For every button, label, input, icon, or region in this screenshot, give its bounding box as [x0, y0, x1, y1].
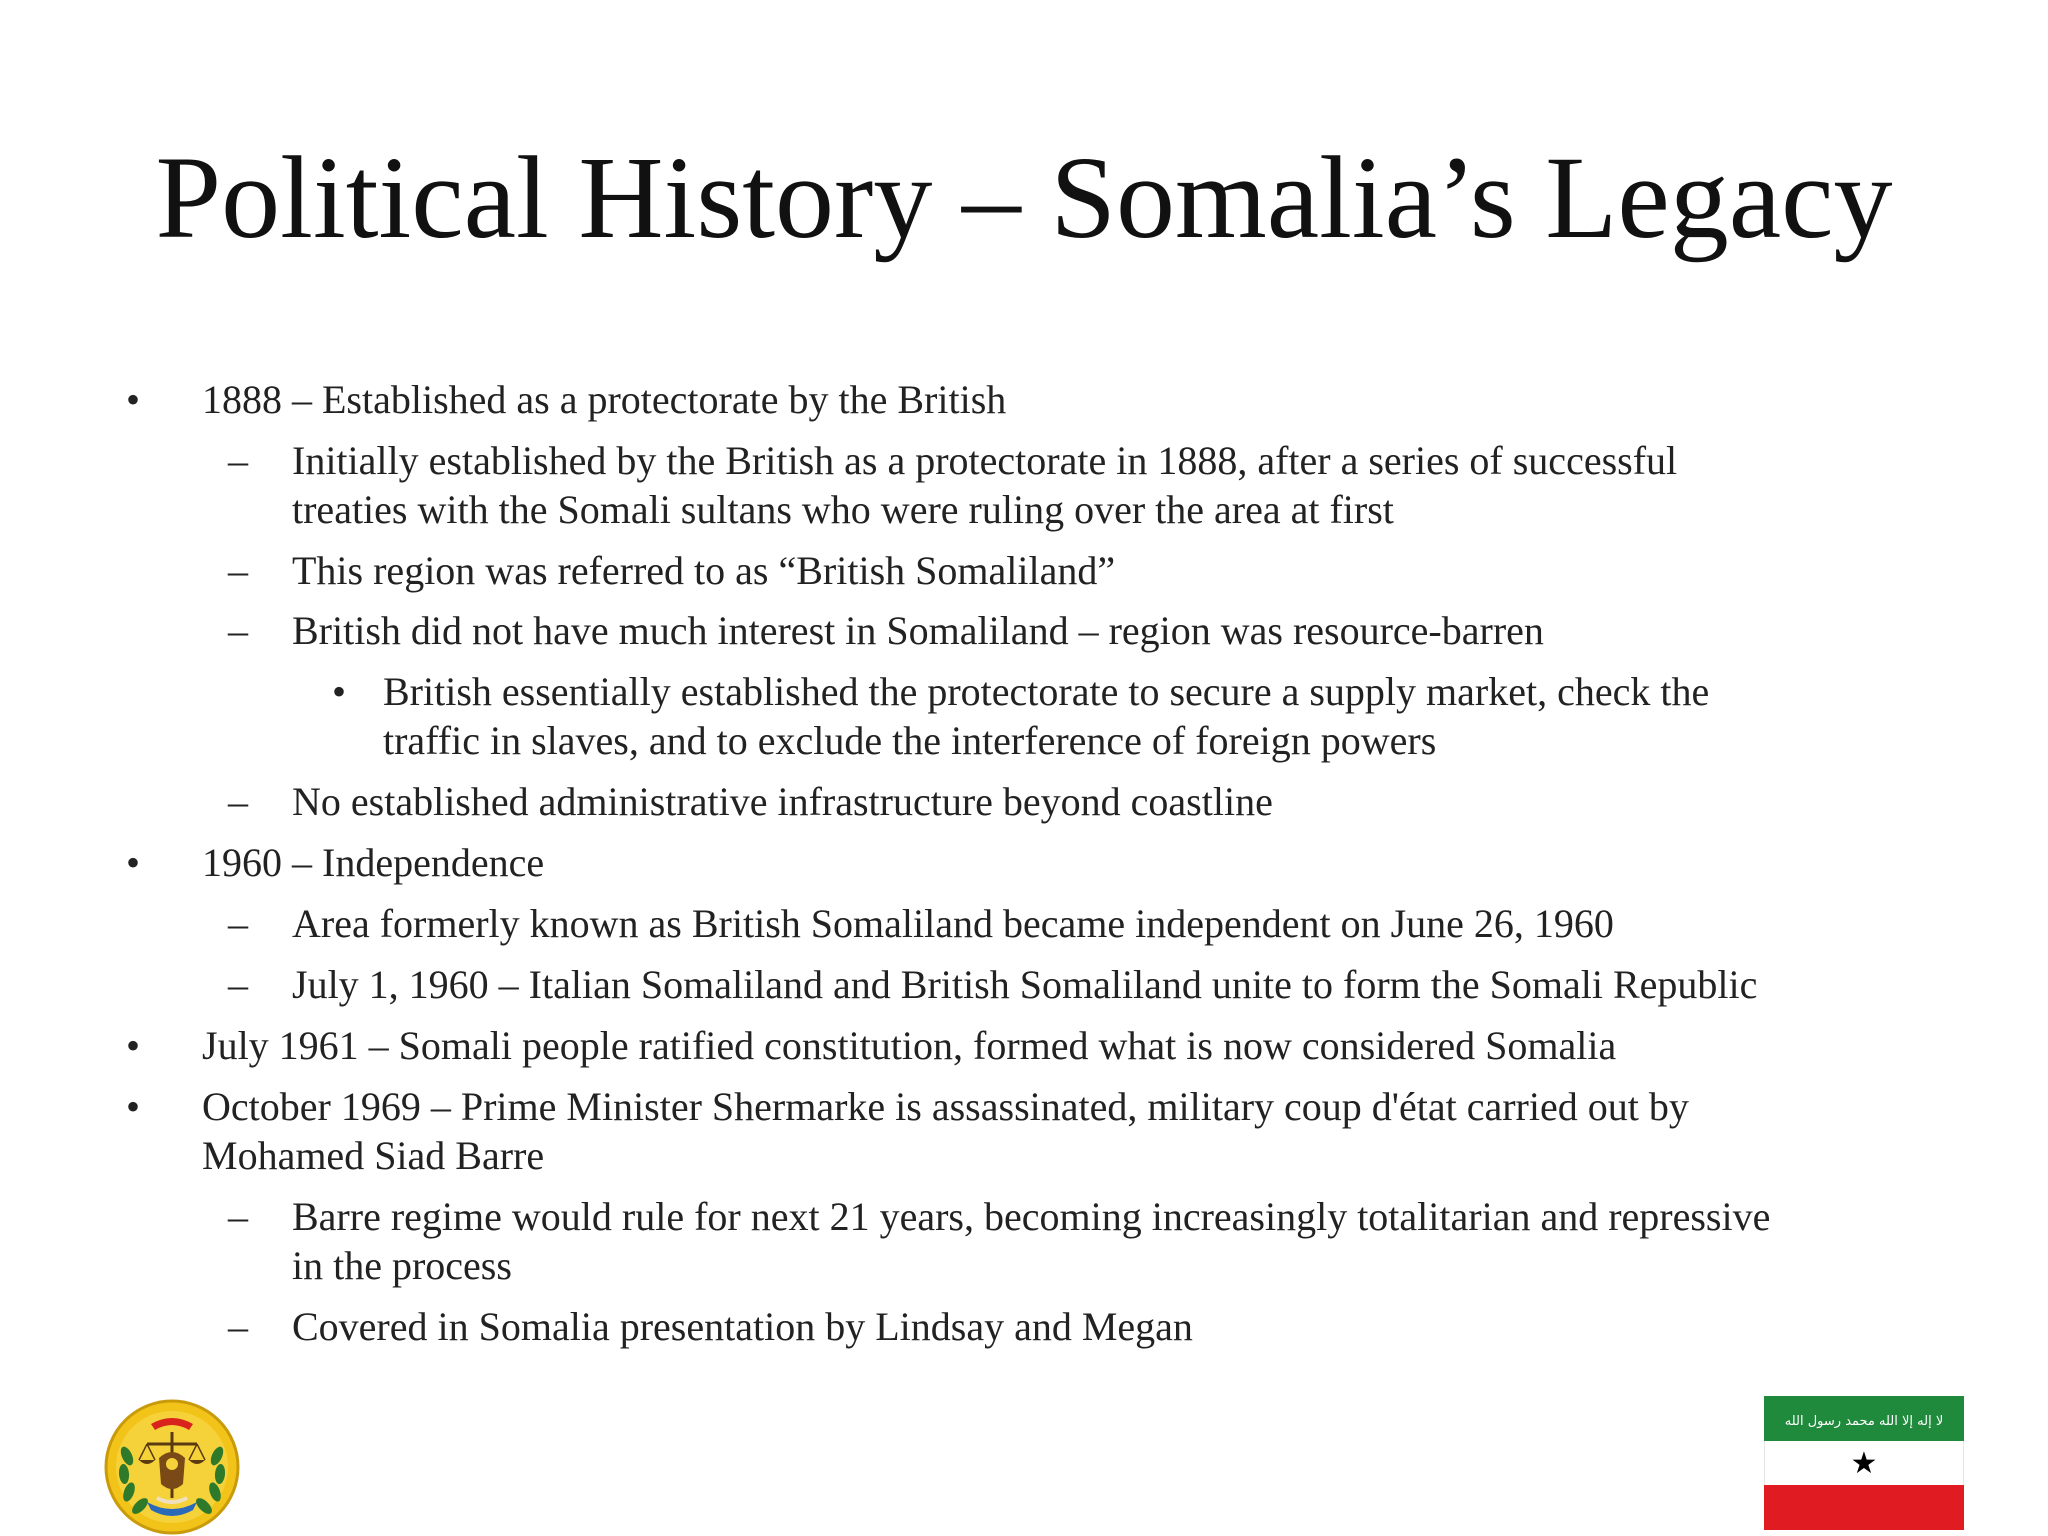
bullet-marker: • [126, 1023, 141, 1068]
dash-marker: – [228, 779, 248, 824]
dash-marker: – [228, 962, 248, 1007]
sub-bullet-text: July 1, 1960 – Italian Somaliland and British Somaliland unite to form the Somali Republic [292, 962, 1758, 1007]
slide-title: Political History – Somalia’s Legacy [155, 132, 1893, 263]
dash-marker: – [228, 901, 248, 946]
bullet-text: Mohamed Siad Barre [202, 1133, 545, 1178]
sub-bullet-text: Area formerly known as British Somaliland became independent on June 26, 1960 [292, 901, 1614, 946]
dash-marker: – [228, 438, 248, 483]
bullet-marker: • [126, 1084, 141, 1129]
sub-bullet-text: No established administrative infrastructure beyond coastline [292, 779, 1273, 824]
sub-bullet-text: treaties with the Somali sultans who were ruling over the area at first [292, 487, 1394, 532]
sub-bullet-text: Barre regime would rule for next 21 years, becoming increasingly totalitarian and repressive [292, 1194, 1771, 1239]
dash-marker: – [228, 1194, 248, 1239]
dash-marker: – [228, 1304, 248, 1349]
bullet-text: July 1961 – Somali people ratified constitution, formed what is now considered Somalia [202, 1023, 1617, 1068]
sub-sub-bullet-text: British essentially established the protectorate to secure a supply market, check the [383, 669, 1710, 714]
dash-marker: – [228, 548, 248, 593]
dash-marker: – [228, 608, 248, 653]
sub-bullet-text: This region was referred to as “British Somaliland” [292, 548, 1116, 593]
bullet-marker: • [126, 377, 141, 422]
bullet-marker: • [126, 840, 141, 885]
bullet-marker: • [332, 669, 347, 714]
somaliland-flag-icon [1764, 1396, 1964, 1530]
flag-star-icon: ★ [1850, 1446, 1878, 1481]
flag-inscription: لا إله إلا الله محمد رسول الله [1784, 1414, 1944, 1429]
bullet-text: 1960 – Independence [202, 840, 545, 885]
sub-bullet-text: in the process [292, 1243, 512, 1288]
sub-bullet-text: Covered in Somalia presentation by Lindsay and Megan [292, 1304, 1193, 1349]
bullet-text: October 1969 – Prime Minister Shermarke is assassinated, military coup d'état carried out by [202, 1084, 1689, 1129]
sub-sub-bullet-text: traffic in slaves, and to exclude the interference of foreign powers [383, 718, 1437, 763]
sub-bullet-text: Initially established by the British as a protectorate in 1888, after a series of successful [292, 438, 1678, 483]
sub-bullet-text: British did not have much interest in Somaliland – region was resource-barren [292, 608, 1544, 653]
somaliland-coat-of-arms-icon [103, 1398, 241, 1536]
bullet-text: 1888 – Established as a protectorate by the British [202, 377, 1007, 422]
